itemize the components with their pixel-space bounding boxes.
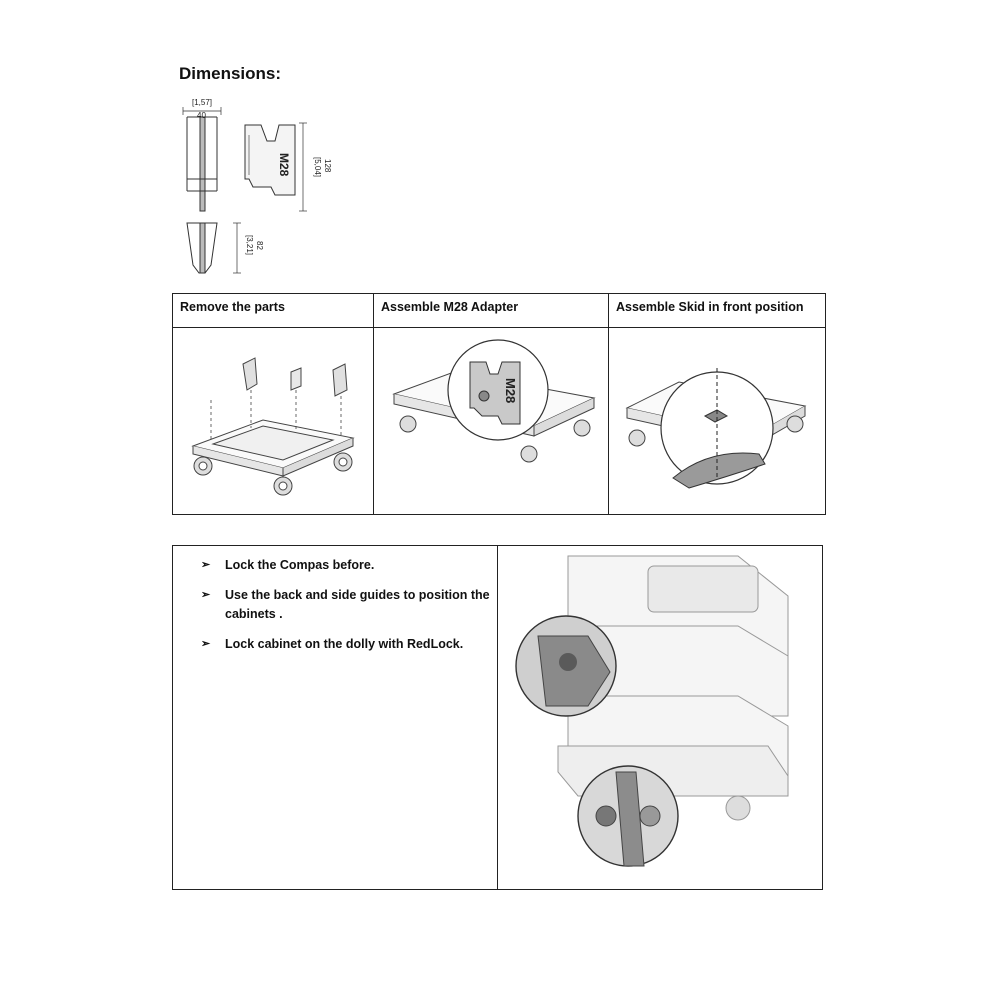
arrow-bullet-icon: ➢ (201, 638, 211, 650)
step-header-assemble-m28: Assemble M28 Adapter (374, 294, 608, 328)
lock-instructions-table (172, 545, 823, 890)
width-inch-label: [1,57] (192, 98, 213, 107)
depth-inch-label: [3,21] (245, 235, 254, 256)
m28-plate-label: M28 (277, 153, 291, 177)
m28-adapter-label: M28 (503, 378, 518, 404)
dimensions-drawing (175, 95, 355, 285)
list-item: ➢ Lock cabinet on the dolly with RedLock. (201, 635, 491, 654)
arrow-bullet-icon: ➢ (201, 589, 211, 601)
step-header-remove-parts: Remove the parts (173, 294, 373, 328)
assemble-skid-illustration (609, 328, 825, 514)
dimensions-title: Dimensions: (179, 64, 282, 83)
remove-parts-illustration (173, 328, 373, 514)
step-header-assemble-skid: Assemble Skid in front position (609, 294, 825, 328)
width-mm-label: 40 (197, 111, 206, 120)
list-item: ➢ Use the back and side guides to position the cabinets . (201, 588, 490, 621)
height-inch-label: [5,04] (313, 157, 322, 178)
depth-mm-label: 82 (255, 241, 264, 250)
height-mm-label: 128 (323, 159, 332, 173)
list-item: ➢ Lock the Compas before. (201, 556, 491, 575)
arrow-bullet-icon: ➢ (201, 559, 211, 571)
redlock-illustration (498, 546, 822, 889)
assemble-m28-illustration (374, 328, 608, 514)
assembly-steps-table (172, 293, 826, 515)
lock-instruction-list (201, 556, 491, 665)
